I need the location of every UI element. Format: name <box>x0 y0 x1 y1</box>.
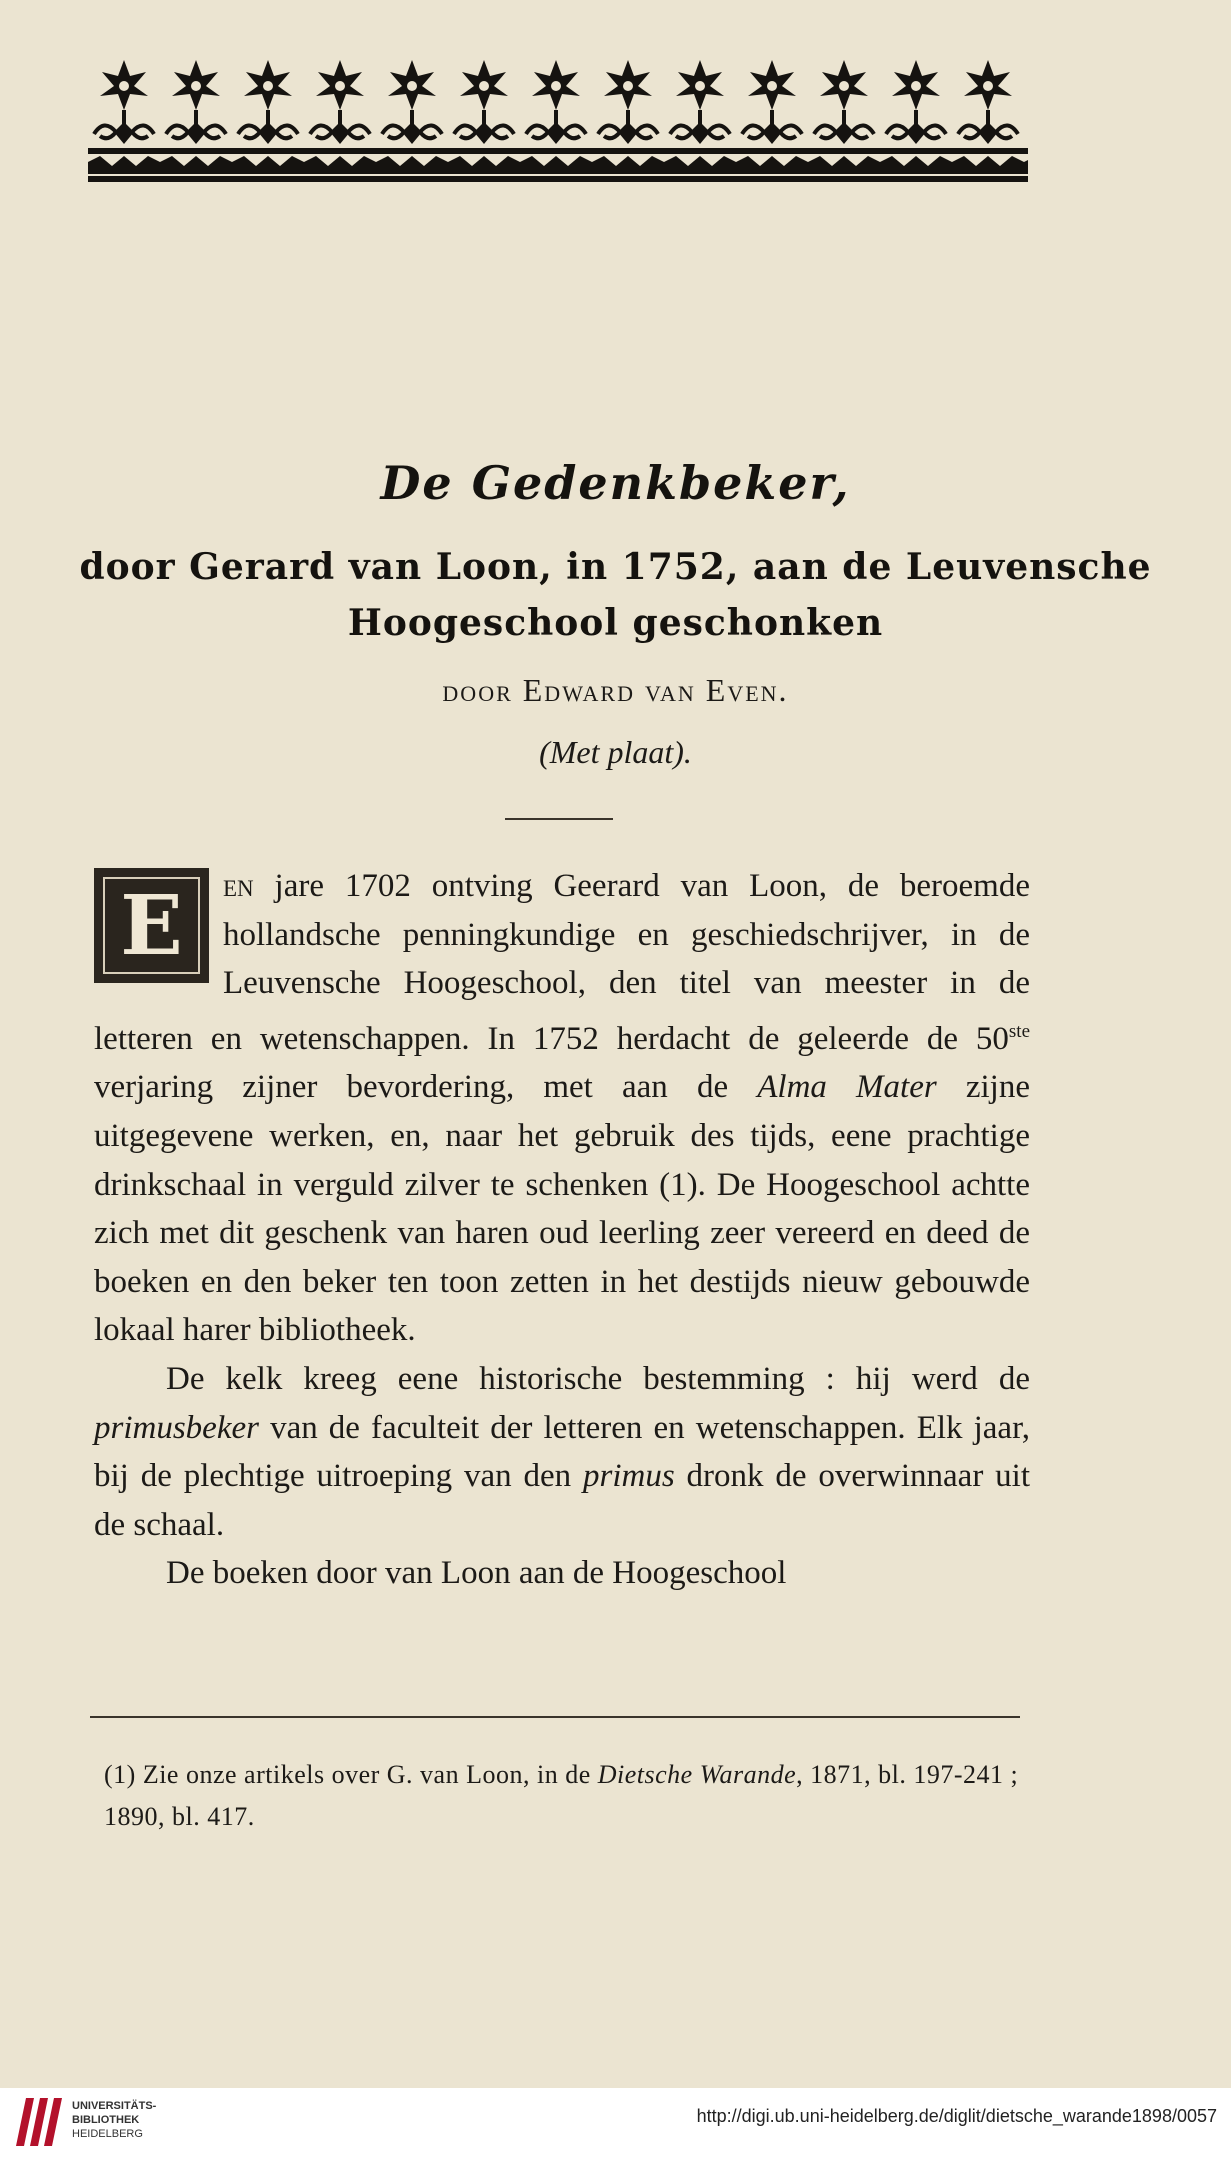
opening-words: en <box>223 868 254 904</box>
library-name <box>72 2099 156 2141</box>
author-byline: door Edward van Even. <box>442 672 789 708</box>
paragraph-1-text-b: verjaring zijner bevordering, met aan de <box>94 1069 758 1106</box>
article-subtitle-line-1: door Gerard van Loon, in 1752, aan de Leuvensche <box>79 546 1152 588</box>
plate-note: (Met plaat). <box>539 734 692 770</box>
article-body <box>94 862 1030 1598</box>
decorative-ornament-band <box>88 52 1028 184</box>
library-logo-icon[interactable] <box>12 2094 64 2150</box>
drop-cap-ornament <box>94 868 209 983</box>
library-name-line-2: BIBLIOTHEK <box>72 2114 140 2126</box>
paragraph-2-text-b: van de faculteit der letteren en wetenschappen. Elk jaar, bij de plechtige uitroeping van den <box>94 1409 1030 1495</box>
primus-italic: primus <box>583 1458 675 1495</box>
primusbeker-italic: primusbeker <box>94 1409 259 1446</box>
footnote-italic: Dietsche Warande <box>597 1760 797 1789</box>
drop-cap-letter: E <box>120 877 183 974</box>
article-subtitle-line-2: Hoogeschool geschonken <box>347 602 884 644</box>
footnote <box>104 1754 1034 1838</box>
paragraph-3: De boeken door van Loon aan de Hoogeschool <box>166 1555 787 1592</box>
paragraph-1-text-c: zijne uitgegevene werken, en, naar het gebruik des tijds, eene prachtige drinkschaal in verguld zilver te schenken (1). De Hoogeschool achtte zich met dit geschenk van haren oud leerling zeer vereerd en deed de boeken en den beker ten toon zetten in het destijds nieuw gebouwde lokaal harer bibliotheek. <box>94 1069 1030 1349</box>
library-name-line-3: HEIDELBERG <box>72 2128 143 2140</box>
paragraph-2 <box>94 1355 1030 1549</box>
footnote-text-a: (1) Zie onze artikels over G. van Loon, in de <box>104 1760 598 1789</box>
source-url-link[interactable]: http://digi.ub.uni-heidelberg.de/diglit/dietsche_warande1898/0057 <box>696 2106 1217 2126</box>
paragraph-2-text-a: De kelk kreeg eene historische bestemming : hij werd de <box>166 1360 1030 1397</box>
alma-mater-italic: Alma Mater <box>757 1069 937 1106</box>
superscript-ste: ste <box>1008 1020 1030 1042</box>
paragraph-2-text-c: dronk de overwinnaar uit de schaal. <box>94 1458 1030 1543</box>
library-name-line-1: UNIVERSITÄTS- <box>72 2100 157 2112</box>
paragraph-1-text-a: jare 1702 ontving Geerard van Loon, de beroemde hollandsche penningkundige en geschiedschrijver, in de Leuvensche Hoogeschool, den titel van meester in de letteren en wetenschappen. In 1752 herdacht de geleerde de 50 <box>94 868 1030 1057</box>
footnote-text-b: , 1871, bl. 197-241 ; 1890, bl. 417. <box>104 1760 1019 1831</box>
footnote-divider <box>90 1716 1020 1718</box>
title-divider <box>505 818 613 820</box>
article-title: De Gedenkbeker, <box>380 456 851 510</box>
floral-ornament-icon <box>88 52 1028 184</box>
paragraph-1 <box>94 862 1030 1355</box>
